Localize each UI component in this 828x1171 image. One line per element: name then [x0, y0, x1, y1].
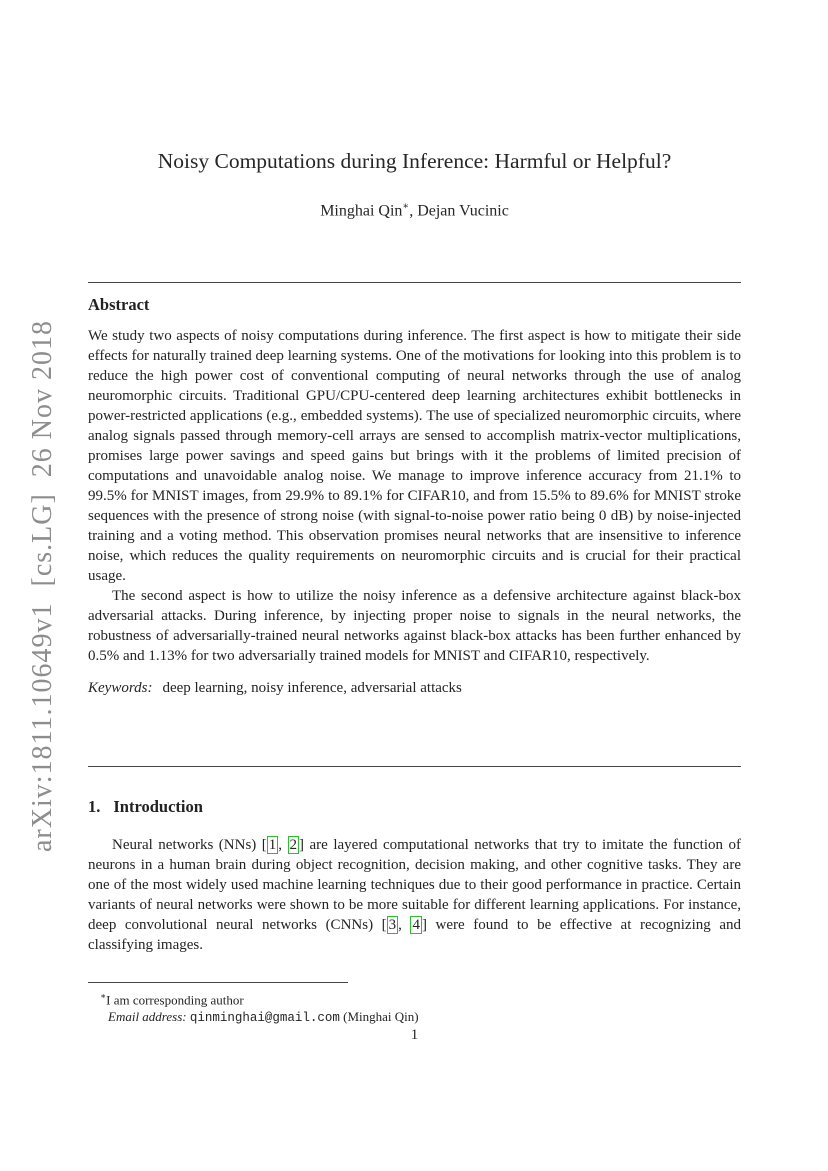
- author-line: [88, 201, 741, 220]
- citation-separator-1: ,: [278, 837, 288, 853]
- citation-link-4[interactable]: 4: [412, 917, 420, 933]
- footnote-rule: [88, 982, 348, 983]
- introduction-section: [88, 797, 741, 955]
- abstract-bottom-rule: [88, 766, 741, 767]
- abstract-heading: Abstract: [88, 295, 150, 314]
- abstract-paragraph-1: We study two aspects of noisy computations during inference. The first aspect is how to mitigate their side effects for naturally trained deep learning systems. One of the motivations for looking into this problem is to reduce the high power cost of conventional computing of neural networks through the use of analog neuromorphic circuits. Traditional GPU/CPU-centered deep learning architectures exhibit bottlenecks in power-restricted applications (e.g., embedded systems). The use of specialized neuromorphic circuits, where analog signals passed through memory-cell arrays are sensed to accomplish matrix-vector multiplications, promises large power savings and speed gains but brings with it the problems of limited precision of computations and unavoidable analog noise. We manage to improve inference accuracy from 21.1% to 99.5% for MNIST images, from 29.9% to 89.1% for CIFAR10, and from 15.5% to 89.6% for MNIST stroke sequences with the presence of strong noise (with signal-to-noise power ratio being 0 dB) by noise-injected training and a voting method. This observation promises neural networks that are insensitive to inference noise, which reduces the quality requirements on neuromorphic circuits and is crucial for their practical usage.: [88, 328, 741, 584]
- footnote-line-1: [88, 988, 741, 1008]
- abstract-paragraph-2: The second aspect is how to utilize the noisy inference as a defensive architecture against black-box adversarial attacks. During inference, by injecting proper noise to signals in the neural networks, the robustness of adversarially-trained neural networks against black-box attacks has been further enhanced by 0.5% and 1.13% for two adversarially trained models for MNIST and CIFAR10, respectively.: [88, 588, 741, 664]
- citation-bracket-close-2: ]: [421, 917, 427, 933]
- intro-text-2: are layered computational networks that try to imitate the function of neurons in a human brain during object recognition, decision making, and other cognitive tasks. They are one of the most widely used machine learning techniques due to their good performance in practice. Certain variants of neural networks were shown to be more suitable for different learning applications. For instance, deep convolutional neural networks (CNNs): [88, 837, 742, 933]
- paper-title: Noisy Computations during Inference: Harmful or Helpful?: [157, 149, 672, 173]
- email-address: qinminghai@gmail.com: [189, 1011, 340, 1026]
- arxiv-watermark: arXiv:1811.10649v1 [cs.LG] 26 Nov 2018: [27, 319, 58, 852]
- introduction-paragraph: [88, 835, 741, 955]
- citation-link-2[interactable]: 2: [289, 837, 298, 853]
- introduction-heading: [88, 797, 741, 817]
- intro-text-1: Neural networks (NNs): [112, 837, 262, 853]
- email-label: Email address:: [108, 1009, 187, 1025]
- citation-bracket-open-1: [: [261, 837, 267, 853]
- citation-link-3[interactable]: 3: [388, 917, 397, 933]
- keywords-line: [88, 680, 741, 697]
- email-suffix: (Minghai Qin): [339, 1009, 419, 1025]
- intro-text-3: were found to be effective at recognizing and classifying images.: [88, 917, 741, 953]
- footnote-line-2: [88, 1008, 741, 1027]
- citation-bracket-open-2: [: [381, 917, 387, 933]
- footnote-text-1: I am corresponding author: [106, 992, 244, 1008]
- footnote-block: [88, 982, 741, 1027]
- author-2: , Dejan Vucinic: [409, 202, 509, 220]
- keywords-text: deep learning, noisy inference, adversarial attacks: [162, 680, 462, 696]
- keywords-label: Keywords:: [88, 680, 153, 696]
- footnote-marker: ∗: [100, 991, 107, 1001]
- citation-bracket-close-1: ]: [299, 837, 305, 853]
- abstract-top-rule: [88, 282, 741, 283]
- corresponding-author-marker: ∗: [402, 201, 410, 212]
- citation-link-1[interactable]: 1: [268, 837, 277, 853]
- page-number: 1: [410, 1027, 419, 1043]
- section-title: Introduction: [113, 797, 203, 816]
- author-1: Minghai Qin: [320, 202, 403, 220]
- abstract-section: [88, 295, 741, 697]
- section-number: 1.: [88, 797, 101, 816]
- citation-separator-2: ,: [398, 917, 411, 933]
